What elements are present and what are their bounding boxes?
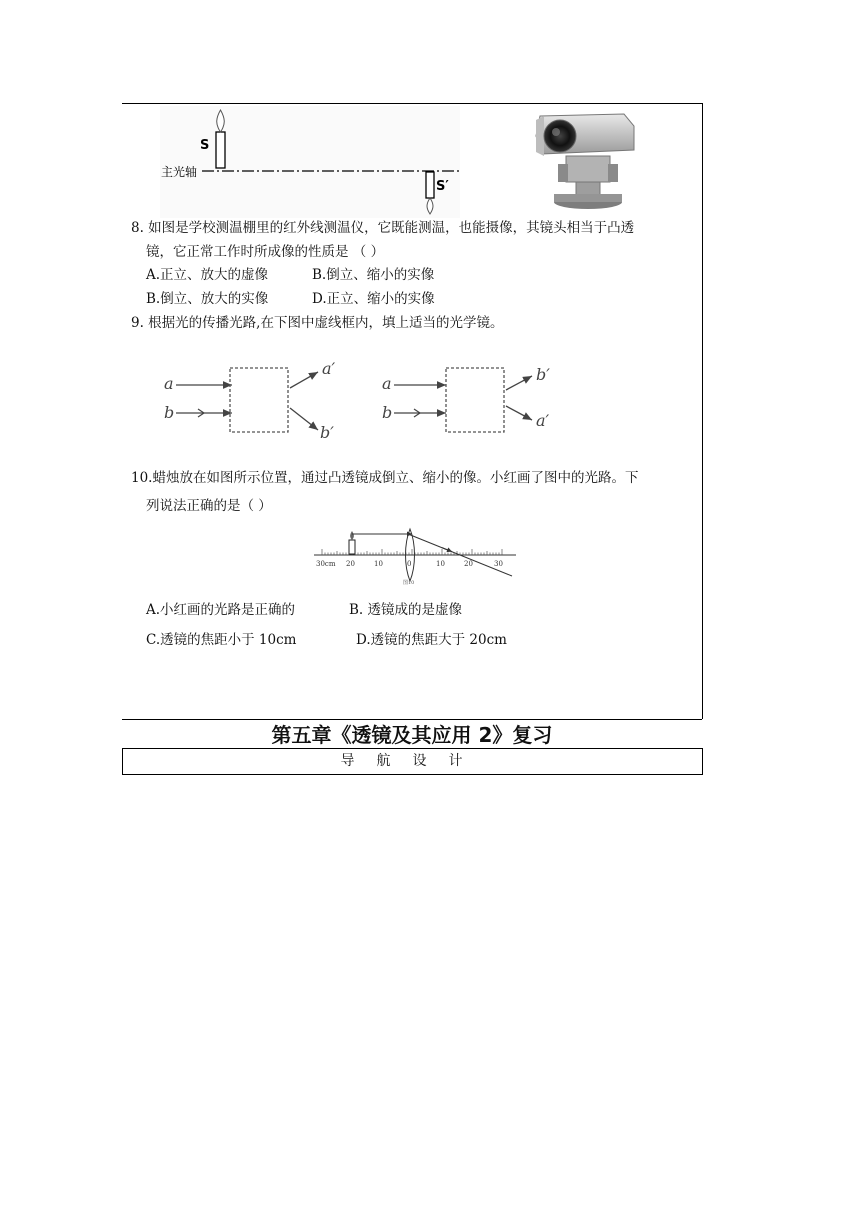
q10-lens-figure bbox=[312, 526, 518, 586]
scale-label: 10 bbox=[436, 560, 445, 568]
candle bbox=[349, 540, 355, 554]
figure-caption: 图10 bbox=[403, 580, 415, 586]
ray-label-b: b bbox=[382, 403, 393, 422]
q10-text-line1: 10.蜡烛放在如图所示位置，通过凸透镜成倒立、缩小的像。小红画了图中的光路。下 bbox=[131, 470, 639, 486]
dashed-box bbox=[230, 368, 288, 432]
camera-lens bbox=[544, 120, 576, 152]
ray-label-a-prime: a′ bbox=[322, 359, 336, 378]
q8-option-a: A.正立、放大的虚像 bbox=[146, 267, 269, 283]
ray-label-a: a bbox=[164, 374, 174, 393]
q9-left-figure bbox=[158, 358, 358, 450]
q8-option-c: B.倒立、放大的实像 bbox=[146, 291, 269, 307]
ray-label-b: b bbox=[164, 403, 175, 422]
q10-option-b: B. 透镜成的是虚像 bbox=[349, 602, 463, 618]
image-s-prime-rect bbox=[426, 172, 434, 198]
s-label: S bbox=[200, 138, 210, 153]
ray-label-a-prime: a′ bbox=[536, 411, 550, 430]
q8-option-b: B.倒立、缩小的实像 bbox=[312, 267, 435, 283]
object-s-rect bbox=[216, 132, 225, 168]
section-subtitle-row bbox=[122, 748, 703, 775]
scale-label: 10 bbox=[374, 560, 383, 568]
candle-flame-icon bbox=[350, 531, 354, 540]
ray-label-a: a bbox=[382, 374, 392, 393]
q8-text-line1: 8. 如图是学校测温棚里的红外线测温仪，它既能测温，也能摄像，其镜头相当于凸透 bbox=[131, 220, 635, 236]
q9-right-figure bbox=[378, 358, 578, 450]
ray-label-b-prime: b′ bbox=[536, 365, 550, 384]
scale-label: 30cm bbox=[316, 560, 336, 568]
section-title-row bbox=[122, 719, 702, 748]
axis-label: 主光轴 bbox=[161, 165, 198, 179]
dashed-box bbox=[446, 368, 504, 432]
principal-axis-figure bbox=[160, 106, 460, 218]
section-title: 第五章《透镜及其应用 2》复习 bbox=[271, 723, 553, 747]
scale-label: 20 bbox=[346, 560, 355, 568]
section-subtitle: 导航设计 bbox=[340, 753, 485, 769]
scale-label: 20 bbox=[464, 560, 473, 568]
scale-label: 0 bbox=[407, 560, 412, 568]
thermal-camera-photo bbox=[528, 106, 640, 214]
q10-text-line2: 列说法正确的是（ ） bbox=[146, 498, 272, 514]
ray-label-b-prime: b′ bbox=[320, 423, 334, 442]
q10-option-c: C.透镜的焦距小于 10cm bbox=[146, 632, 297, 648]
q9-text: 9. 根据光的传播光路,在下图中虚线框内，填上适当的光学镜。 bbox=[131, 315, 504, 331]
q10-option-a: A.小红画的光路是正确的 bbox=[146, 602, 296, 618]
q10-option-d: D.透镜的焦距大于 20cm bbox=[356, 632, 507, 648]
q8-option-d: D.正立、缩小的实像 bbox=[312, 291, 435, 307]
scale-label: 30 bbox=[494, 560, 503, 568]
q8-text-line2: 镜，它正常工作时所成像的性质是 （ ） bbox=[146, 244, 385, 260]
s-prime-label: S′ bbox=[436, 179, 449, 194]
